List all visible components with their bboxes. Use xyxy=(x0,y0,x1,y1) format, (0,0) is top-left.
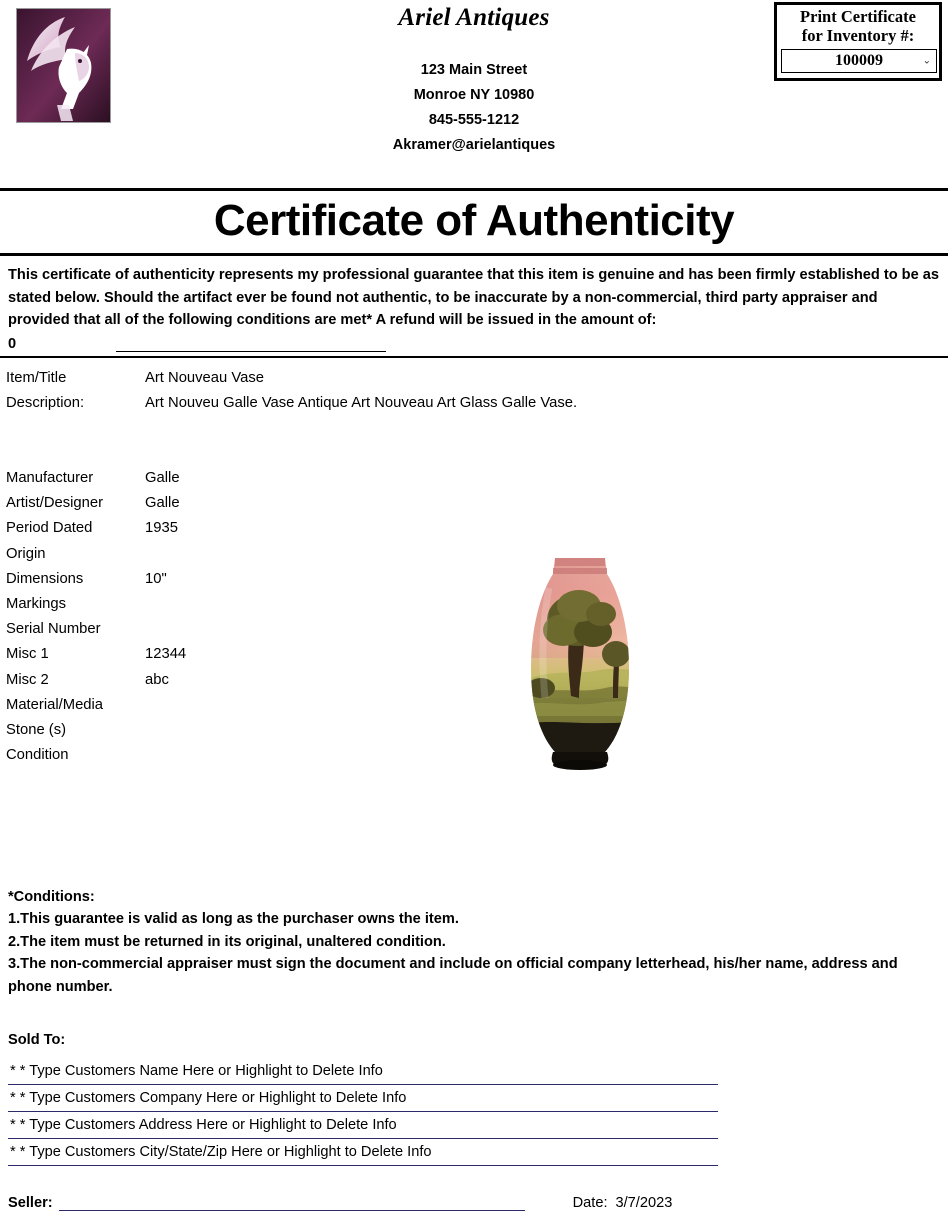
customer-city-state-zip-field[interactable]: * * Type Customers City/State/Zip Here or Highlight to Delete Info xyxy=(8,1139,718,1166)
print-certificate-label-1: Print Certificate xyxy=(800,7,916,26)
inventory-number-value: 100009 xyxy=(835,52,883,69)
customer-company-field[interactable]: * * Type Customers Company Here or Highlight to Delete Info xyxy=(8,1085,718,1112)
field-label: Markings xyxy=(6,595,67,612)
company-name: Ariel Antiques xyxy=(398,4,550,31)
field-material-media xyxy=(0,693,948,718)
page-title: Certificate of Authenticity xyxy=(213,196,735,245)
seller-signature-field[interactable] xyxy=(59,1192,525,1211)
field-label: Dimensions xyxy=(6,570,84,587)
field-value[interactable]: Galle xyxy=(145,495,180,512)
inventory-number-select[interactable] xyxy=(781,49,937,73)
print-certificate-label-2: for Inventory #: xyxy=(801,26,915,45)
item-details-section xyxy=(0,358,948,886)
sold-to-heading: Sold To: xyxy=(8,1032,66,1048)
date-value[interactable]: 3/7/2023 xyxy=(615,1195,673,1211)
field-manufacturer xyxy=(0,466,948,491)
field-markings xyxy=(0,592,948,617)
signature-row xyxy=(0,1192,948,1211)
field-dimensions xyxy=(0,567,948,592)
item-photo xyxy=(505,548,670,778)
field-label: Misc 1 xyxy=(6,646,49,663)
field-label: Misc 2 xyxy=(6,671,49,688)
customer-name-field[interactable]: * * Type Customers Name Here or Highlight to Delete Info xyxy=(8,1058,718,1085)
conditions-heading: *Conditions: xyxy=(8,888,95,905)
field-value[interactable]: abc xyxy=(145,671,169,688)
details-spacer xyxy=(0,416,948,466)
field-label: Material/Media xyxy=(6,696,104,713)
field-value[interactable]: Galle xyxy=(145,469,180,486)
address-line-2: Monroe NY 10980 xyxy=(413,87,535,103)
email-address: Akramer@arielantiques xyxy=(392,137,556,153)
field-origin xyxy=(0,542,948,567)
date-label: Date: xyxy=(572,1195,608,1211)
guarantee-statement: This certificate of authenticity represents my professional guarantee that this item is genuine and has been firmly established to be as stated below. Should the artifact ever be found not authentic, to be inaccurate by a non-commercial, third party appraiser and provided that all of the following conditions are met* A refund will be issued in the amount of: xyxy=(8,267,939,328)
conditions-section xyxy=(0,886,948,999)
field-serial-number xyxy=(0,617,948,642)
field-value[interactable]: 12344 xyxy=(145,646,187,663)
field-artist-designer xyxy=(0,491,948,516)
field-value[interactable]: Art Nouveau Vase xyxy=(145,369,264,386)
condition-item: 2.The item must be returned in its original, unaltered condition. xyxy=(8,933,446,950)
vase-image-icon xyxy=(505,548,670,778)
field-misc-1 xyxy=(0,642,948,667)
field-condition xyxy=(0,743,948,768)
refund-amount-row xyxy=(0,334,948,352)
field-label: Period Dated xyxy=(6,520,93,537)
field-label: Manufacturer xyxy=(6,469,94,486)
field-item-title xyxy=(0,366,948,391)
customer-address-field[interactable]: * * Type Customers Address Here or Highlight to Delete Info xyxy=(8,1112,718,1139)
field-label: Artist/Designer xyxy=(6,495,104,512)
field-label: Item/Title xyxy=(6,369,67,386)
field-label: Origin xyxy=(6,545,46,562)
page-header xyxy=(0,0,948,188)
field-label: Serial Number xyxy=(6,621,101,638)
field-stones xyxy=(0,718,948,743)
refund-amount-value: 0 xyxy=(8,335,17,352)
print-certificate-panel xyxy=(774,2,942,81)
condition-item: 1.This guarantee is valid as long as the purchaser owns the item. xyxy=(8,911,459,927)
condition-item: 3.The non-commercial appraiser must sign the document and include on official company letterhead, his/her name, address and phone number. xyxy=(8,956,898,995)
field-value[interactable]: 10" xyxy=(145,570,167,587)
field-label: Description: xyxy=(6,394,85,411)
field-label: Condition xyxy=(6,747,69,764)
seller-label: Seller: xyxy=(8,1195,53,1211)
address-line-1: 123 Main Street xyxy=(420,62,528,78)
field-description xyxy=(0,391,948,416)
field-period-dated xyxy=(0,516,948,541)
field-value[interactable]: Art Nouveu Galle Vase Antique Art Nouveau Art Glass Galle Vase. xyxy=(145,394,578,411)
field-value[interactable]: 1935 xyxy=(145,520,178,537)
field-label: Stone (s) xyxy=(6,721,67,738)
refund-amount-underline[interactable] xyxy=(116,334,386,352)
phone-number: 845-555-1212 xyxy=(428,112,520,128)
customer-fields xyxy=(0,1058,948,1166)
field-misc-2 xyxy=(0,668,948,693)
chevron-down-icon: ⌄ xyxy=(922,55,931,67)
